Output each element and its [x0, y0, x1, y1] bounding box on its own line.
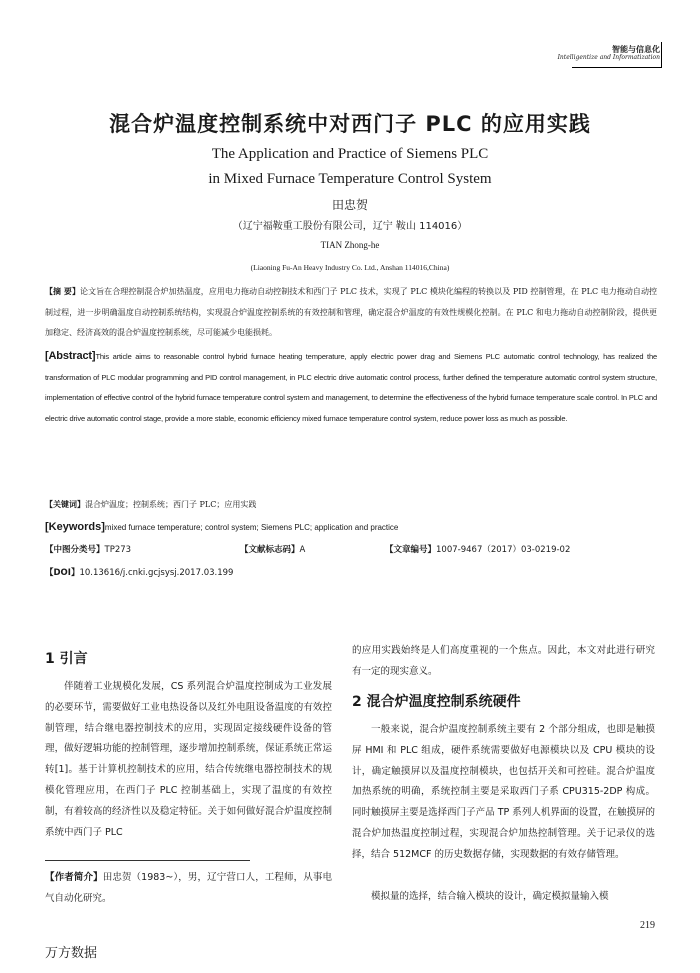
clc-value: TP273: [104, 545, 132, 555]
section1-heading: 1 引言: [45, 651, 88, 667]
header-vertical-rule: [661, 42, 662, 68]
section2-heading: 2 混合炉温度控制系统硬件: [352, 694, 521, 710]
title-cn: 混合炉温度控制系统中对西门子 PLC 的应用实践: [109, 112, 591, 136]
doc-value: A: [299, 545, 306, 555]
doc-label: 【文献标志码】: [240, 545, 300, 555]
watermark: 万方数据: [45, 946, 98, 961]
title-en-line2: in Mixed Furnace Temperature Control System: [208, 171, 492, 187]
keywords-en-label: [Keywords]: [45, 521, 105, 533]
journal-header: [558, 44, 660, 62]
author-note-text: 田忠贺（1983~），男，辽宁营口人，工程师，从事电气自动化研究。: [45, 872, 332, 904]
section1-paragraph: 伴随着工业规模化发展，CS 系列混合炉温度控制成为工业发展的必要环节，需要做好工业电热设备以及红外电阻设备温度的有效控制管理，结合继电器控制技术的应用，实现固定接线硬件设备的管理，做好逻辑功能的控制管理，逐步增加控制系统，保证系统正常运转[1]。基于计算机控制技术的应用，结合传统继电器控制技术的规模化管理应用，在西门子 PLC 控制基础上，实现了温度的有效控制，有着较高的经济性以及稳定特征。关于如何做好混合炉温度控制系统中西门子 PLC: [45, 681, 332, 838]
keywords-cn-label: 【关键词】: [45, 499, 85, 509]
author-cn: 田忠贺: [331, 198, 368, 212]
title-en-line1: The Application and Practice of Siemens PLC: [211, 146, 489, 162]
article-number: [385, 540, 570, 560]
author-note: [45, 868, 332, 910]
author-note-label: 【作者简介】: [45, 872, 103, 883]
doi-value: 10.13616/j.cnki.gcjsysj.2017.03.199: [79, 568, 234, 578]
keywords-en: [45, 517, 657, 539]
keywords-cn-text: 混合炉温度；控制系统；西门子 PLC；应用实践: [85, 500, 257, 509]
abstract-cn-label: 【摘 要】: [45, 286, 81, 296]
abstract-en: [45, 346, 657, 429]
article-value: 1007-9467（2017）03-0219-02: [436, 545, 571, 555]
abstract-en-label: [Abstract]: [45, 350, 96, 362]
doi: [45, 563, 233, 583]
affiliation-en: (Liaoning Fu-An Heavy Industry Co. Ltd., Anshan 114016,China): [250, 263, 450, 272]
section2-paragraph-1: 一般来说，混合炉温度控制系统主要有 2 个部分组成，也即是触摸屏 HMI 和 PLC 组成，硬件系统需要做好电源模块以及 CPU 模块的设计，确定触摸屏以及温度控制模块，也包括开关和可控硅。混合炉温度加热系统的明确，系统控制主要是采取西门子系 CPU315-2DP 构成。同时触摸屏主要是选择西门子产品 TP 系列人机界面的设置，在触摸屏的混合炉加热温度控制过程，实现混合炉加热控制管理。关于记录仪的选择，结合 512MCF 的历史数据存储，实现数据的有效存储管理。: [352, 724, 655, 860]
section2-paragraph-2: 模拟量的选择，结合输入模块的设计，确定模拟量输入模: [371, 891, 609, 902]
footnote-rule: [45, 860, 250, 861]
header-horizontal-rule: [572, 67, 662, 68]
keywords-cn: [45, 494, 657, 516]
abstract-cn-text: 论文旨在合理控制混合炉加热温度，应用电力拖动自动控制技术和西门子 PLC 技术，实现了 PLC 模块化编程的转换以及 PID 控制管理，在 PLC 电力拖动自动控制过程，进一步明确温度自动控制系统结构，实现混合炉温度控制系统的有效控制和管理，确定混合炉温度的有效性规模化控制。在 PLC 和电力拖动自动控制阶段，提供更加稳定、经济高效的混合炉温度控制系统，尽可能减少电能损耗。: [45, 287, 657, 337]
abstract-cn: [45, 281, 657, 344]
keywords-en-text: mixed furnace temperature; control system; Siemens PLC; application and practice: [104, 523, 399, 532]
page-number: 219: [640, 920, 655, 931]
abstract-en-text: This article aims to reasonable control hybrid furnace heating temperature, apply electric power drag and Siemens PLC automatic control technology, has realized the transformation of PLC modular programming and PID control management, in PLC electric drive automatic control process, further defined the temperature automatic control system structure, implementation of effective control of the hybrid furnace temperature control system and management, to determine the effectiveness of the hybrid furnace temperature scale control. In PLC and electric drive automatic control stage, provide a more stable, economic efficiency mixed furnace temperature control system, reduce power loss as much as possible.: [45, 352, 657, 423]
affiliation-cn: （辽宁福鞍重工股份有限公司，辽宁 鞍山 114016）: [232, 221, 468, 232]
classification-number: [45, 540, 131, 560]
article-label: 【文章编号】: [385, 545, 437, 555]
doi-label: 【DOI】: [45, 568, 80, 578]
journal-section-en: Intelligentize and Informatization: [557, 54, 660, 61]
document-code: [240, 540, 305, 560]
author-en: TIAN Zhong-he: [320, 240, 380, 250]
right-column-continuation: 的应用实践始终是人们高度重视的一个焦点。因此，本文对此进行研究有一定的现实意义。: [352, 645, 655, 677]
journal-section-cn: 智能与信息化: [612, 44, 660, 54]
clc-label: 【中图分类号】: [45, 545, 105, 555]
